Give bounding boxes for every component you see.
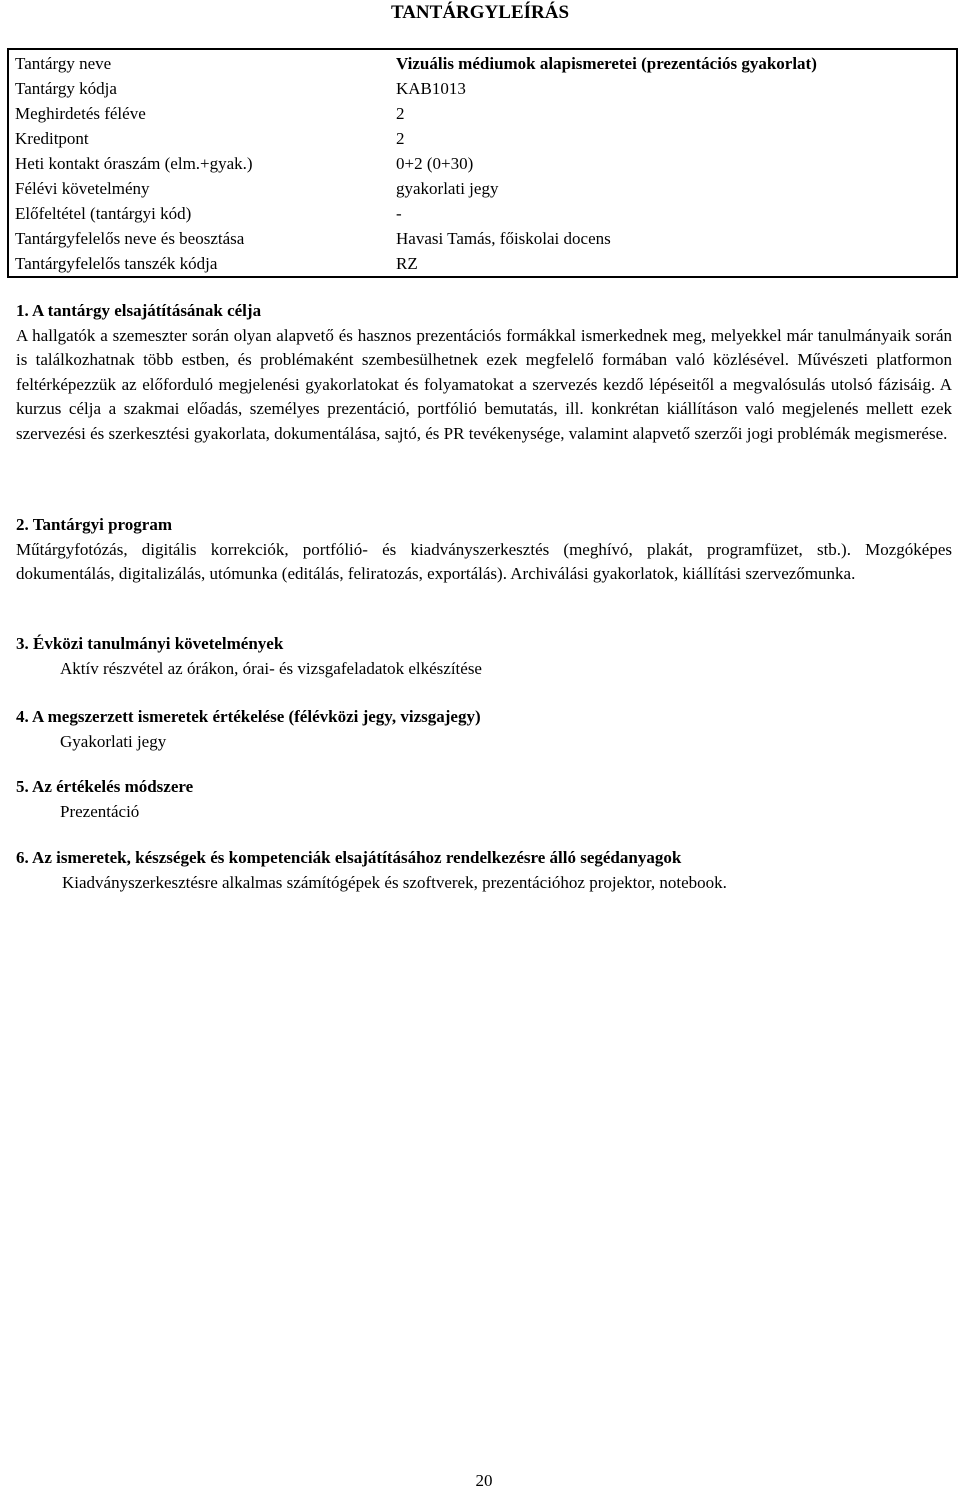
section-heading: 5. Az értékelés módszere <box>16 777 194 796</box>
table-row <box>9 201 956 226</box>
row-value: RZ <box>396 254 418 273</box>
table-row <box>9 51 956 76</box>
section-heading: 1. A tantárgy elsajátításának célja <box>16 301 262 320</box>
course-info-table <box>7 48 958 278</box>
row-label: Előfeltétel (tantárgyi kód) <box>15 204 192 223</box>
table-row <box>9 76 956 101</box>
row-label: Tantárgyfelelős tanszék kódja <box>15 254 218 273</box>
section-resources <box>16 846 952 895</box>
row-label: Félévi követelmény <box>15 179 150 198</box>
table-row <box>9 176 956 201</box>
section-body: Prezentáció <box>60 801 140 821</box>
table-row <box>9 226 956 251</box>
section-assessment-method <box>16 775 952 824</box>
table-row <box>9 151 956 176</box>
row-value: gyakorlati jegy <box>396 179 499 198</box>
section-body: A hallgatók a szemeszter során olyan alapvető és hasznos prezentációs formákkal ismerkednek meg, melyekkel már tanulmányaik során is találkozhatnak több estben, és problémaként szembesülhetnek ezek megfelelő formában való közlésével. Művészeti platformon feltérképezzük az előforduló megjelenési gyakorlatokat és folyamatokat a szervezés kezdő lépéseitől a megvalósulás utolsó fázisáig. A kurzus célja a szakmai előadás, személyes prezentáció, portfólió bemutatás, ill. konkrétan kiállításon való megjelenés mellett ezek szervezési és szerkesztési gyakorlata, dokumentálása, sajtó, és PR tevékenysége, valamint alapvető szerzői jogi problémák megismerése. <box>16 325 952 443</box>
row-value: 0+2 (0+30) <box>396 154 474 173</box>
section-assessment <box>16 705 952 754</box>
section-body: Műtárgyfotózás, digitális korrekciók, portfólió- és kiadványszerkesztés (meghívó, plakát, programfüzet, stb.). Mozgóképes dokumentálás, digitalizálás, utómunka (editálás, feliratozás, exportálás). Archiválási gyakorlatok, kiállítási szervezőmunka. <box>16 539 952 583</box>
table-row <box>9 251 956 276</box>
row-label: Tantárgy neve <box>15 54 112 73</box>
section-body: Gyakorlati jegy <box>60 731 167 751</box>
row-label: Meghirdetés féléve <box>15 104 146 123</box>
section-body: Kiadványszerkesztésre alkalmas számítógépek és szoftverek, prezentációhoz projektor, notebook. <box>62 872 727 892</box>
section-heading: 3. Évközi tanulmányi követelmények <box>16 634 284 653</box>
document-title: TANTÁRGYLEÍRÁS <box>390 2 570 23</box>
row-value: KAB1013 <box>396 79 466 98</box>
row-value: 2 <box>396 129 405 148</box>
row-value: Havasi Tamás, főiskolai docens <box>396 229 611 248</box>
row-label: Kreditpont <box>15 129 89 148</box>
row-value: 2 <box>396 104 405 123</box>
section-heading: 6. Az ismeretek, készségek és kompetenciák elsajátításához rendelkezésre álló segédanyagok <box>16 848 682 867</box>
page-number: 20 <box>475 1471 493 1490</box>
row-value: Vizuális médiumok alapismeretei (prezentációs gyakorlat) <box>396 54 817 73</box>
section-heading: 4. A megszerzett ismeretek értékelése (félévközi jegy, vizsgajegy) <box>16 707 481 726</box>
row-value: - <box>396 204 402 223</box>
table-row <box>9 126 956 151</box>
section-heading: 2. Tantárgyi program <box>16 515 173 534</box>
section-semester-requirements <box>16 632 952 681</box>
table-row <box>9 101 956 126</box>
section-course-goal <box>16 299 952 446</box>
section-body: Aktív részvétel az órákon, órai- és vizsgafeladatok elkészítése <box>60 658 482 678</box>
section-course-program <box>16 513 952 587</box>
row-label: Tantárgyfelelős neve és beosztása <box>15 229 245 248</box>
row-label: Tantárgy kódja <box>15 79 117 98</box>
row-label: Heti kontakt óraszám (elm.+gyak.) <box>15 154 253 173</box>
